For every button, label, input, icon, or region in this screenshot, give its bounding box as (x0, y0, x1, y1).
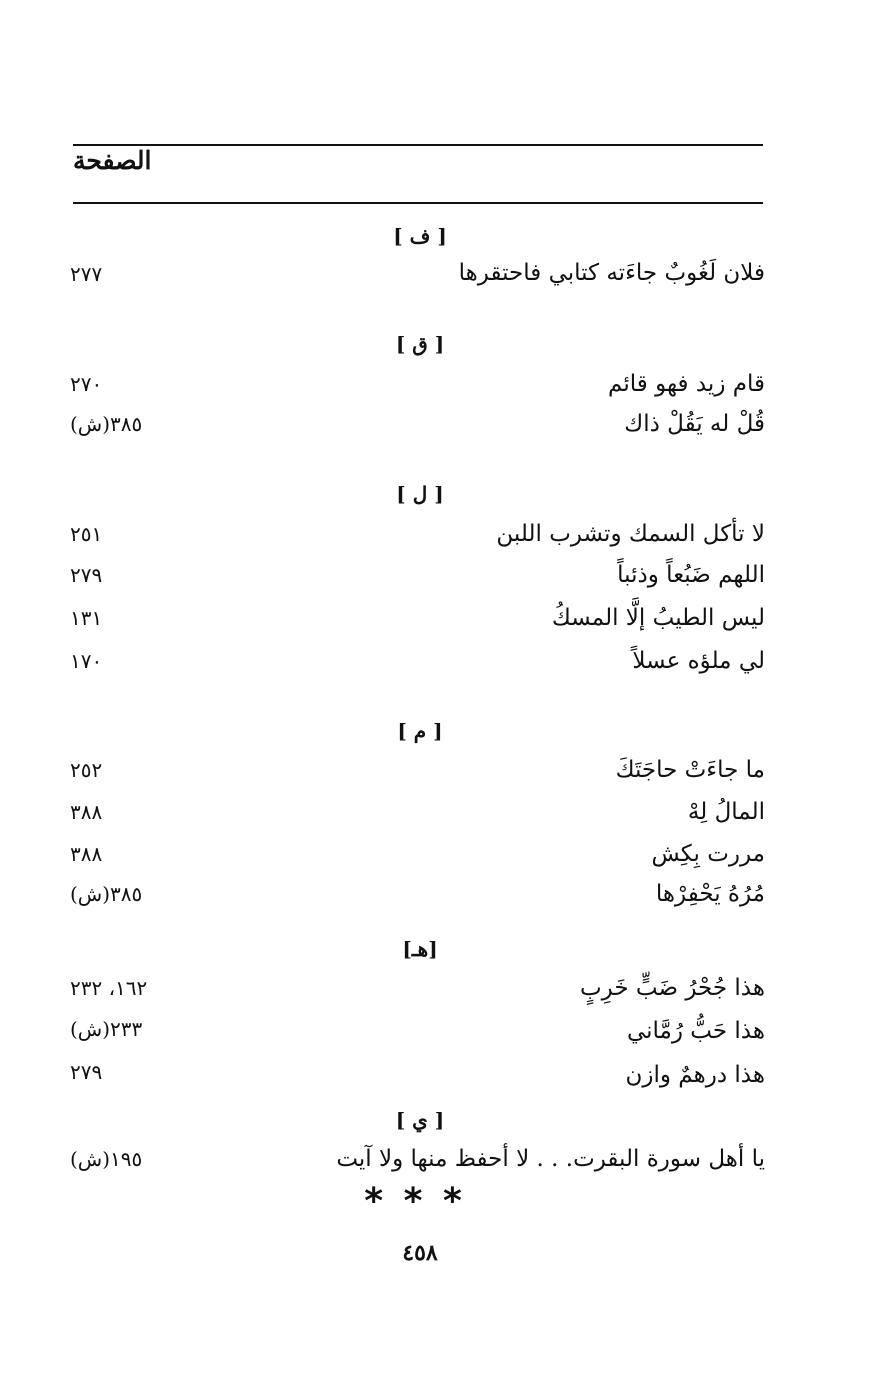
index-entry: هذا حَبُّ رُمَّاني (626, 1018, 765, 1044)
section-letter-mim: [ م ] (397, 719, 443, 743)
section-letter-ya: [ ي ] (395, 1108, 445, 1132)
section-letter-ha: [هـ] (402, 937, 438, 961)
index-entry: ما جاءَتْ حاجَتَكَ (615, 757, 765, 783)
page-ref: ٢٧٠ (70, 372, 103, 396)
index-entry: قام زيد فهو قائم (608, 371, 765, 397)
page-ref: ٣٨٨ (70, 842, 103, 866)
page-ref: ٢٧٩ (70, 1060, 103, 1084)
page-column-header: الصفحة (73, 146, 152, 175)
page-ref: ٣٨٥(ش) (70, 882, 143, 906)
page-ref: ١٦٢، ٢٣٢ (70, 976, 148, 1000)
section-letter-qaf: [ ق ] (395, 332, 445, 356)
index-entry: مُرُهُ يَحْفِرْها (655, 881, 765, 907)
index-entry: لي ملؤه عسلاً (632, 648, 765, 674)
page-number: ٤٥٨ (402, 1240, 438, 1266)
section-letter-lam: [ ل ] (396, 482, 444, 506)
page-ref: ٢٥١ (70, 522, 103, 546)
index-entry: اللهم ضَبُعاً وذئباً (617, 562, 765, 588)
index-entry: يا أهل سورة البقرت. . . لا أحفظ منها ولا آيت (336, 1146, 765, 1172)
index-entry: هذا جُحْرُ ضَبٍّ خَرِبٍ (580, 975, 765, 1001)
index-entry: هذا درهمٌ وازن (625, 1062, 765, 1088)
page-ref: ٢٧٧ (70, 262, 103, 286)
index-entry: لا تأكل السمك وتشرب اللبن (496, 521, 765, 547)
page-ref: ٢٥٢ (70, 758, 103, 782)
page-ref: ١٧٠ (70, 649, 103, 673)
page-ref: ٢٣٣(ش) (70, 1017, 143, 1041)
page-ref: ٣٨٨ (70, 800, 103, 824)
section-letter-fa: [ ف ] (393, 224, 447, 248)
header-rule (73, 202, 763, 204)
top-rule (73, 144, 763, 146)
page-ref: ٣٨٥(ش) (70, 412, 143, 436)
page-ref: ٢٧٩ (70, 563, 103, 587)
index-entry: قُلْ له يَقُلْ ذاك (624, 411, 765, 437)
index-entry: المالُ لِهْ (687, 799, 765, 825)
page-ref: ١٩٥(ش) (70, 1147, 143, 1171)
section-end-stars: * * * (364, 1181, 466, 1222)
index-entry: فلان لَغُوبٌ جاءَته كتابي فاحتقرها (458, 260, 765, 286)
index-entry: ليس الطيبُ إلَّا المسكُ (551, 605, 765, 631)
page-ref: ١٣١ (70, 606, 103, 630)
index-entry: مررت بِكِش (651, 841, 765, 867)
